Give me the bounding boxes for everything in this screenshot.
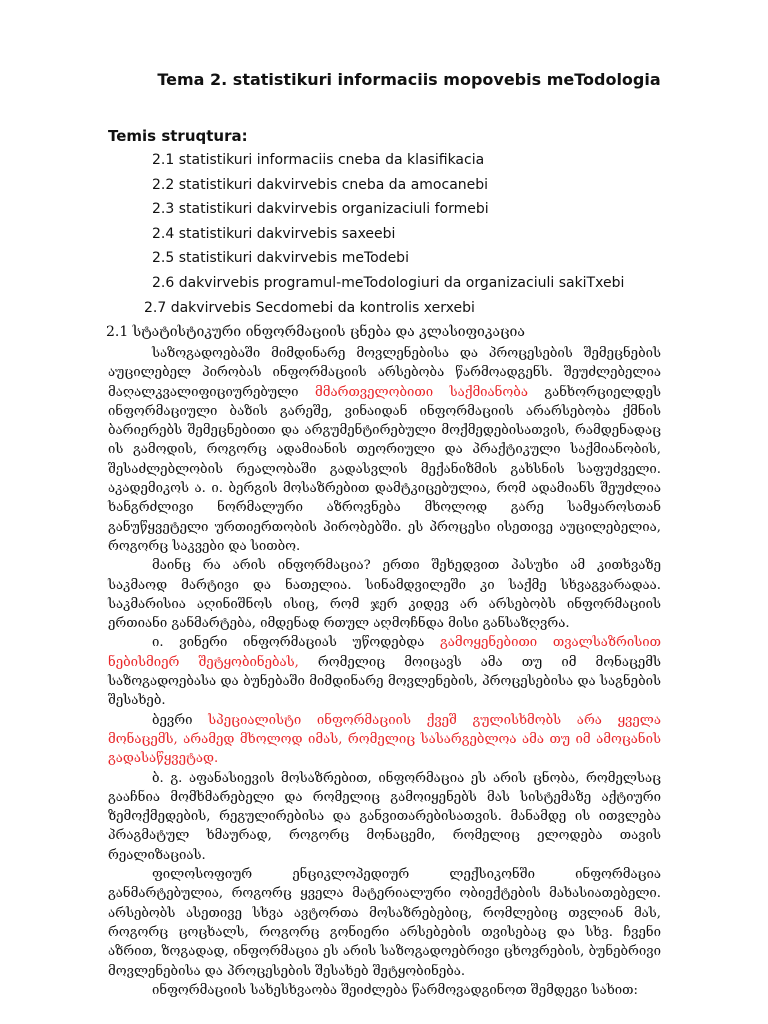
text-span: რომელიც მოიცავს ამა თუ იმ მონაცემს საზოგადოებასა და ბუნებაში მიმდინარე მოვლენების, პროცესებისა და საგნების შესახებ. <box>108 654 661 709</box>
body-text <box>108 344 661 1000</box>
structure-item: 2.5 statistikuri dakvirvebis meTodebi <box>152 250 409 266</box>
structure-item: 2.1 statistikuri informaciis cneba da klasifikacia <box>152 152 485 168</box>
text-span: განხორციელდეს ინფორმაციული ბაზის გარეშე, ვინაიდან ინფორმაციის არარსებობა ქმნის ბარიერებს შემეცნებითი და არგუმენტირებული მოქმედებისათვის, რამდენადაც ის გამოდის, როგორც ადამიანის თეორიული და პრაქტიკული საქმიანობის, შესაძლებლობის რეალობაში გადასვლის მექანიზმის გახსნის საფუძველი. აკადემიკოს ა. ი. ბერგის მოსაზრებით დამტკიცებულია, რომ ადამიანს შეუძლია ხანგრძლივი ნორმალური აზროვნება მხოლოდ გარე სამყაროსთან განუწყვეტელი ურთიერთობის პირობებში. ეს პროცესი ისეთივე აუცილებელია, როგორც საკვები და სითბო. <box>108 384 661 554</box>
structure-item: 2.6 dakvirvebis programul-meTodologiuri da organizaciuli sakiTxebi <box>152 275 625 291</box>
highlighted-text: მმართველობითი საქმიანობა <box>315 384 528 400</box>
paragraph: ფილოსოფიურ ენციკლოპედიურ ლექსიკონში ინფორმაცია განმარტებულია, როგორც ყველა მატერიალური ობიექტების მახასიათებელი. არსებობს ასეთივე სხვა ავტორთა მოსაზრებებიც, რომლებიც თვლიან მას, როგორც ცოცხალს, როგორც გონიერი არსებების თვისებაც და სხვ. ჩვენი აზრით, ზოგადად, ინფორმაცია ეს არის საზოგადოებრივი ცხოვრების, ბუნებრივი მოვლენებისა და პროცესების შესახებ შეტყობინება. <box>108 867 661 979</box>
paragraph <box>108 711 661 769</box>
structure-item: 2.7 dakvirvebis Secdomebi da kontrolis xerxebi <box>144 300 475 316</box>
structure-item: 2.2 statistikuri dakvirvebis cneba da amocanebi <box>152 177 489 193</box>
highlighted-text: სპეციალისტი ინფორმაციის ქვეშ გულისხმობს არა ყველა მონაცემს, არამედ მხოლოდ იმას, რომელიც სასარგებლოა ამა თუ იმ ამოცანის გადასაწყვეტად. <box>108 712 661 767</box>
structure-heading: Temis struqtura: <box>108 127 248 145</box>
paragraph: ბ. გ. აფანასიევის მოსაზრებით, ინფორმაცია ეს არის ცნობა, რომელსაც გააჩნია მომხმარებელი და რომელიც გამოიყენებს მას სისტემაზე აქტიური ზემოქმედების, რეგულირებისა და განვითარებისათვის. მანამდე ის ითვლება პრაგმატულ ხმაურად, როგორც მონაცემი, რომელიც ელოდება თავის რეალიზაციას. <box>108 770 661 863</box>
document-title: Tema 2. statistikuri informaciis mopovebis meTodologia <box>157 70 661 89</box>
structure-item: 2.3 statistikuri dakvirvebis organizaciuli formebi <box>152 201 489 217</box>
paragraph: მაინც რა არის ინფორმაცია? ერთი შეხედვით პასუხი ამ კითხვაზე საკმაოდ მარტივი და ნათელია. სინამდვილეში კი საქმე სხვაგვარადაა. საკმარისია აღინიშნოს ისიც, რომ ჯერ კიდევ არ არსებობს ინფორმაციის ერთიანი განმარტება, იმდენად რთულ აღმოჩნდა მისი განსაზღვრა. <box>108 558 661 632</box>
text-span: საზოგადოებაში მიმდინარე მოვლენებისა და პროცესების შემეცნების აუცილებელ პირობას ინფორმაციის არსებობა წარმოადგენს. შეუძლებელია მაღალკვალიფიციურებული <box>108 346 661 400</box>
paragraph <box>108 344 661 556</box>
paragraph <box>108 633 661 710</box>
highlighted-text: გამოყენებითი თვალსაზრისით ნებისმიერ შეტყობინებას, <box>108 635 662 670</box>
paragraph: ინფორმაციის სახესხვაობა შეიძლება წარმოვადგინოთ შემდეგი სახით: <box>152 982 638 998</box>
text-span: ბევრი <box>152 712 209 728</box>
text-span: ი. ვინერი ინფორმაციას უწოდებდა <box>152 635 441 651</box>
structure-item: 2.4 statistikuri dakvirvebis saxeebi <box>152 226 396 242</box>
section-heading: 2.1 სტატისტიკური ინფორმაციის ცნება და კლასიფიკაცია <box>106 324 525 340</box>
